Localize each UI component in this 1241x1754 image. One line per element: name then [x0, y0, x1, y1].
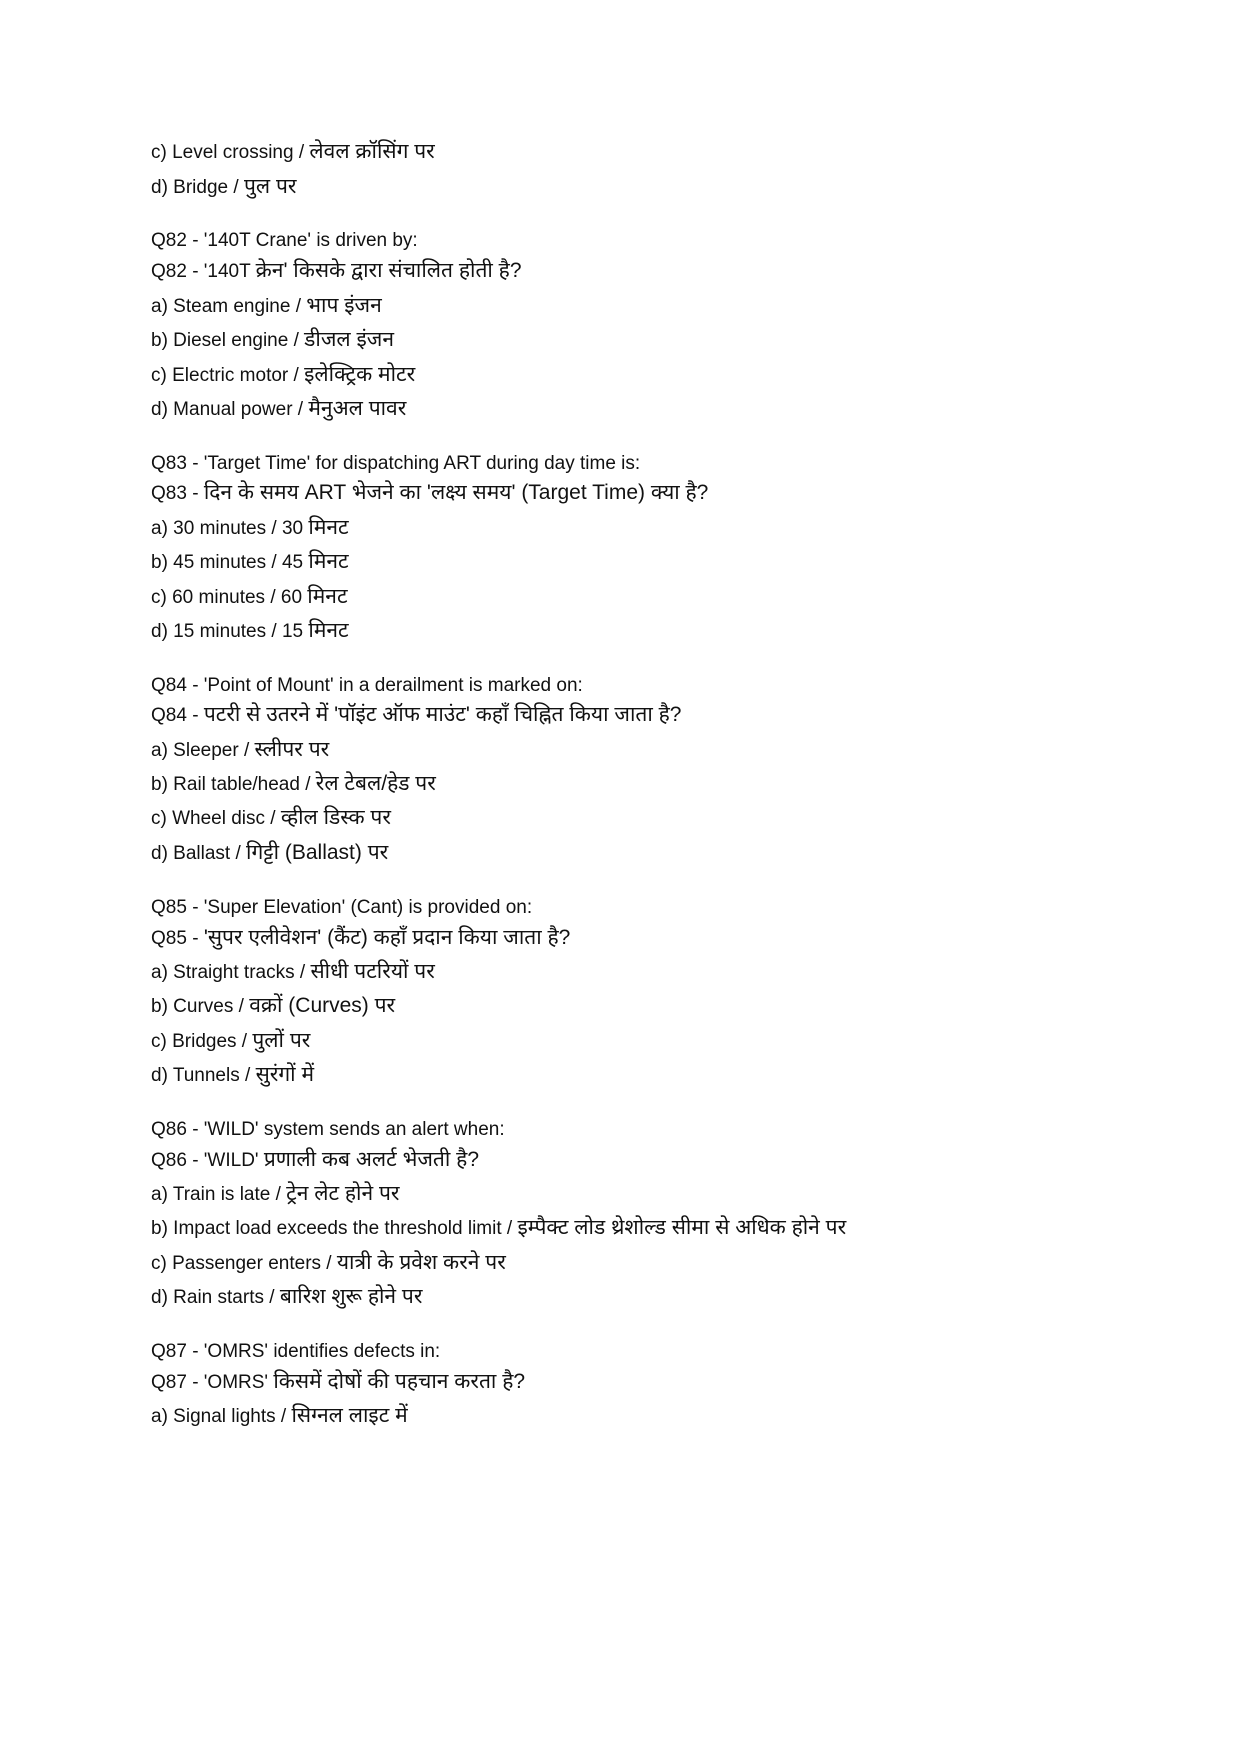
- english-text: b) Impact load exceeds the threshold limit /: [151, 1218, 518, 1239]
- english-text: Q86 - 'WILD': [151, 1150, 264, 1171]
- hindi-text: पुल पर: [243, 175, 297, 198]
- option-line: [151, 806, 391, 831]
- option-line: [151, 1182, 400, 1207]
- option-line: [151, 619, 349, 644]
- english-text: a) 30 minutes / 30: [151, 518, 309, 539]
- english-text: b) 45 minutes / 45: [151, 552, 309, 573]
- option-line: [151, 140, 435, 165]
- hindi-text: मिनट: [307, 585, 348, 608]
- english-text: b) Curves /: [151, 996, 250, 1017]
- question-line: [151, 228, 418, 253]
- english-text: Q83 - 'Target Time' for dispatching ART during day time is:: [151, 453, 641, 474]
- english-text: Q85 - 'Super Elevation' (Cant) is provided on:: [151, 897, 533, 918]
- hindi-text: मिनट: [308, 619, 349, 642]
- english-text: d) Tunnels /: [151, 1065, 256, 1086]
- option-line: [151, 516, 349, 541]
- english-text: a) Steam engine /: [151, 296, 307, 317]
- hindi-text: वक्रों (Curves) पर: [249, 994, 396, 1017]
- option-line: [151, 1404, 408, 1429]
- question-line: [151, 703, 681, 728]
- question-line: [151, 1339, 440, 1364]
- hindi-text: ट्रेन लेट होने पर: [286, 1182, 400, 1205]
- hindi-text: क्रेन' किसके द्वारा संचालित होती है?: [255, 259, 522, 282]
- hindi-text: व्हील डिस्क पर: [280, 806, 391, 829]
- option-line: [151, 772, 436, 797]
- english-text: Q82 - '140T Crane' is driven by:: [151, 230, 418, 251]
- question-line: [151, 673, 583, 698]
- english-text: a) Signal lights /: [151, 1406, 292, 1427]
- hindi-text: सीधी पटरियों पर: [310, 960, 435, 983]
- option-line: [151, 294, 382, 319]
- english-text: b) Rail table/head /: [151, 774, 316, 795]
- english-text: Q84 - 'Point of Mount' in a derailment is marked on:: [151, 675, 583, 696]
- english-text: Q84 -: [151, 705, 204, 726]
- hindi-text: यात्री के प्रवेश करने पर: [336, 1251, 506, 1274]
- hindi-text: पटरी से उतरने में 'पॉइंट ऑफ माउंट' कहाँ चिह्नित किया जाता है?: [203, 703, 682, 726]
- hindi-text: लेवल क्रॉसिंग पर: [309, 140, 435, 163]
- option-line: [151, 328, 394, 353]
- option-line: [151, 363, 415, 388]
- option-line: [151, 1063, 314, 1088]
- hindi-text: स्लीपर पर: [254, 738, 330, 761]
- option-line: [151, 960, 435, 985]
- english-text: Q87 - 'OMRS': [151, 1372, 274, 1393]
- option-line: [151, 841, 388, 866]
- hindi-text: मिनट: [308, 550, 349, 573]
- english-text: c) Wheel disc /: [151, 808, 281, 829]
- hindi-text: सिग्नल लाइट में: [291, 1404, 408, 1427]
- hindi-text: इम्पैक्ट लोड थ्रेशोल्ड सीमा से अधिक होने पर: [517, 1216, 847, 1239]
- english-text: a) Sleeper /: [151, 740, 255, 761]
- option-line: [151, 1251, 506, 1276]
- english-text: b) Diesel engine /: [151, 330, 305, 351]
- hindi-text: गिट्टी (Ballast) पर: [246, 841, 389, 864]
- english-text: c) Electric motor /: [151, 365, 305, 386]
- question-line: [151, 926, 570, 951]
- option-line: [151, 1029, 310, 1054]
- option-line: [151, 738, 329, 763]
- hindi-text: रेल टेबल/हेड पर: [315, 772, 436, 795]
- english-text: d) Manual power /: [151, 399, 309, 420]
- english-text: Q85 -: [151, 928, 204, 949]
- hindi-text: डीजल इंजन: [304, 328, 395, 351]
- hindi-text: किसमें दोषों की पहचान करता है?: [273, 1370, 526, 1393]
- hindi-text: इलेक्ट्रिक मोटर: [304, 363, 416, 386]
- option-line: [151, 550, 349, 575]
- question-line: [151, 1370, 525, 1395]
- english-text: c) Level crossing /: [151, 142, 310, 163]
- question-line: [151, 1117, 505, 1142]
- english-text: a) Train is late /: [151, 1184, 287, 1205]
- option-line: [151, 994, 395, 1019]
- english-text: d) Rain starts /: [151, 1287, 280, 1308]
- option-line: [151, 1216, 846, 1241]
- english-text: Q82 - '140T: [151, 261, 256, 282]
- question-line: [151, 895, 532, 920]
- option-line: [151, 175, 296, 200]
- english-text: Q87 - 'OMRS' identifies defects in:: [151, 1341, 441, 1362]
- english-text: d) 15 minutes / 15: [151, 621, 309, 642]
- question-line: [151, 259, 522, 284]
- option-line: [151, 397, 406, 422]
- question-line: [151, 1148, 479, 1173]
- english-text: a) Straight tracks /: [151, 962, 311, 983]
- hindi-text: पुलों पर: [252, 1029, 311, 1052]
- english-text: Q86 - 'WILD' system sends an alert when:: [151, 1119, 505, 1140]
- hindi-text: मैनुअल पावर: [308, 397, 407, 420]
- english-text: c) Bridges /: [151, 1031, 253, 1052]
- hindi-text: प्रणाली कब अलर्ट भेजती है?: [263, 1148, 479, 1171]
- english-text: d) Bridge /: [151, 177, 244, 198]
- question-line: [151, 481, 708, 506]
- question-line: [151, 451, 640, 476]
- english-text: c) Passenger enters /: [151, 1253, 337, 1274]
- hindi-text: मिनट: [308, 516, 349, 539]
- hindi-text: सुरंगों में: [255, 1063, 315, 1086]
- english-text: d) Ballast /: [151, 843, 247, 864]
- option-line: [151, 1285, 422, 1310]
- hindi-text: 'सुपर एलीवेशन' (कैंट) कहाँ प्रदान किया जाता है?: [203, 926, 571, 949]
- hindi-text: बारिश शुरू होने पर: [279, 1285, 423, 1308]
- english-text: c) 60 minutes / 60: [151, 587, 308, 608]
- hindi-text: दिन के समय ART भेजने का 'लक्ष्य समय' (Target Time) क्या है?: [203, 481, 709, 504]
- hindi-text: भाप इंजन: [306, 294, 382, 317]
- english-text: Q83 -: [151, 483, 204, 504]
- option-line: [151, 585, 348, 610]
